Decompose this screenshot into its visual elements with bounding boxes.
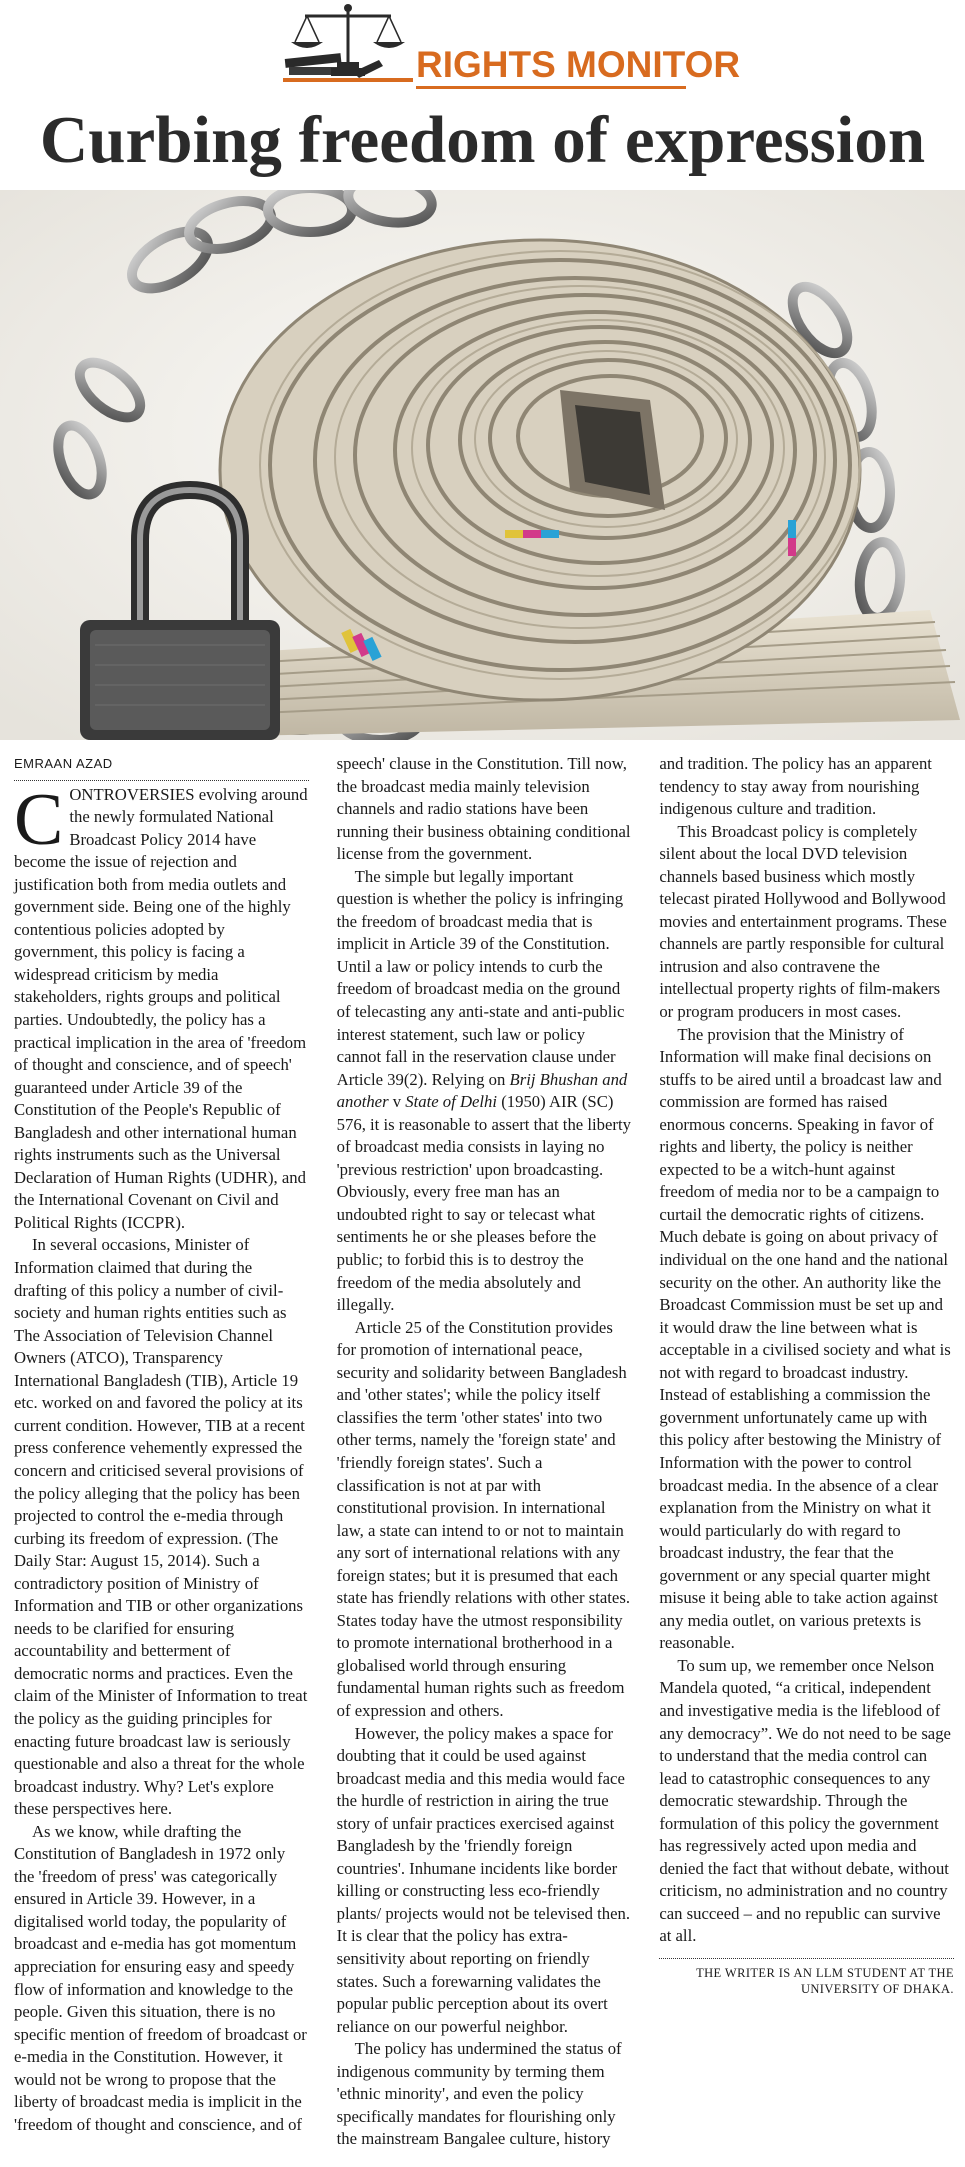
case-versus: v [388,1092,406,1112]
section-rule [416,86,686,89]
paragraph-10: To sum up, we remember once Nelson Mandela quoted, “a critical, independent and investigative media is the lifeblood of any democracy”. We do not need to be sage to understand that the media control can lead to catastrophic consequences to any democratic stewardship. Through the formulation of this policy the government has regressively acted upon media and denied the fact that without debate, without criticism, no administration and no country can succeed – and no republic can survive at all. [659,1655,951,1946]
section-label: RIGHTS MONITOR [416,44,741,85]
masthead [0,0,965,100]
paragraph-9: The provision that the Ministry of Information will make final decisions on stuffs to be aired until a broadcast law and commission are formed has raised enormous concerns. Speaking in favor of rights and liberty, the policy is neither expected to be a witch-hunt against freedom of media nor to be a campaign to curtail the democratic rights of citizens. Much debate is going on about privacy of individual on the one hand and the national security on the other. An authority like the Broadcast Commission must be set up and it would draw the line between what is acceptable in a civilised society and what is not with regard to broadcast industry. Instead of establishing a commission the government unfortunately came up with this policy after bestowing the Ministry of Information with the power to control broadcast media. In the absence of a clear explanation from the Ministry on what it would particularly do with regard to broadcast industry, the fear that the government or any special quarter might misuse it being able to take action against any media outlet, on various pretexts is reasonable. [659,1024,951,1653]
paragraph-7: The policy has undermined the status of indigenous community by terming them 'ethnic minority', and even the policy specifically mandates for flourishing only the mainstream Bangalee culture, history and tradition. The policy has an apparent tendency to stay away from nourishing indigenous culture and tradition. [336,754,932,2149]
paragraph-4-text-b: (1950) AIR (SC) 576, it is reasonable to assert that the liberty of broadcast media consists in laying no 'previous restriction' upon broadcasting. Obviously, every free man has an undoubted right to say or telecast what sentiments he or she pleases before the public; to forbid this is to destroy the freedom of the media absolutely and illegally. [336,1092,631,1315]
author-footnote: THE WRITER IS AN LLM STUDENT AT THE UNIVERSITY OF DHAKA. [659,1958,954,1997]
paragraph-8: This Broadcast policy is completely silent about the local DVD television channels based business which mostly telecast pirated Hollywood and Bollywood movies and entertainment programs. These channels are partly responsible for cultural intrusion and also contravene the intellectual property rights of film-makers or program producers in most cases. [659,821,947,1022]
scales-of-justice-icon [283,2,413,88]
case-name: Brij Bhushan and another [336,1069,628,1112]
paragraph-1-text: evolving around the newly formulated National Broadcast Policy 2014 have become the issue of rejection and justification both from media outlets and government side. Being one of the highly contentious policies adopted by government, this policy is facing a widespread criticism by media stakeholders, rights groups and political parties. Undoubtedly, the policy has a practical implication in the area of 'freedom of thought and conscience, and of speech' guaranteed under Article 39 of the Constitution of the People's Republic of Bangladesh and other international human rights instruments such as the Universal Declaration of Human Rights (UDHR), and the International Covenant on Civil and Political Rights (ICCPR). [14,784,308,1232]
paragraph-4-text-a: The simple but legally important question is whether the policy is infringing the freedom of broadcast media that is implicit in Article 39 of the Constitution. Until a law or policy intends to curb the freedom of broadcast media on the ground of telecasting any anti-state and anti-public interest statement, such law or policy cannot fall in the reservation clause under Article 39(2). Relying on [336,866,625,1089]
drop-cap: C [14,778,64,861]
paragraph-3: As we know, while drafting the Constitution of Bangladesh in 1972 only the 'freedom of press' was categorically ensured in Article 39. However, in a digitalised world today, the popularity of broadcast and e-media has got momentum appreciation for ensuring easy and speedy flow of information and knowledge to the people. Given this situation, there is no specific mention of freedom of broadcast or e-media in the Constitution. However, it would not be wrong to propose that the liberty of broadcast media is implicit in the 'freedom of thought and conscience, and of speech' clause in the Constitution. Till now, the broadcast media mainly television channels and radio stations have been running their business obtaining conditional license from the government. [14,754,631,2134]
article-body [14,753,954,2158]
headline: Curbing freedom of expression [39,103,926,177]
paragraph-2: In several occasions, Minister of Information claimed that during the drafting of this policy a number of civil-society and human rights entities such as The Association of Television Channel Owners (ATCO), Transparency International Bangladesh (TIB), Article 19 etc. worked on and favored the policy at its current condition. However, TIB at a recent press conference vehemently expressed the concern and criticised several provisions of the policy alleging that the policy has been projected to control the e-media through curbing its freedom of expression. (The Daily Star: August 15, 2014). Such a contradictory position of Ministry of Information and TIB or other organizations needs to be clarified for ensuring accountability and betterment of democratic norms and practices. Even the claim of the Minister of Information to treat the policy as the guiding principles for enacting future broadcast law is seriously questionable and also a threat for the whole broadcast industry. Why? Let's explore these perspectives here. [14,1235,308,1819]
lead-in-caps: ONTROVERSIES [69,784,195,804]
paragraph-5: Article 25 of the Constitution provides for promotion of international peace, security and solidarity between Bangladesh and 'other states'; while the policy itself classifies the term 'other states' into two other terms, namely the 'foreign state' and 'friendly foreign states'. Such a classification is not at par with constitutional provision. In international law, a state can intend to or not to maintain any sort of international relations with any foreign states; but it is presumed that each state has friendly relations with other states. States today have the utmost responsibility to promote international brotherhood in a globalised world through ensuring fundamental human rights such as freedom of expression and others. [336,1317,630,1720]
paragraph-4 [337,866,632,1317]
byline: EMRAAN AZAD [14,753,309,781]
paragraph-6: However, the policy makes a space for doubting that it could be used against broadcast media and this media would face the hurdle of restriction in airing the true story of unfair practices exercised against Bangladesh by the 'friendly foreign countries'. Inhumane incidents like border killing or constructing less eco-friendly plants/ projects would not be televised then. It is clear that the policy has extra-sensitivity about reporting on friendly states. Such a forewarning validates the popular public perception about its overt reliance on our powerful neighbor. [336,1723,631,2036]
newspaper-chain-padlock-image [0,190,965,740]
case-respondent: State of Delhi [405,1092,498,1112]
paragraph-1 [14,778,309,1235]
